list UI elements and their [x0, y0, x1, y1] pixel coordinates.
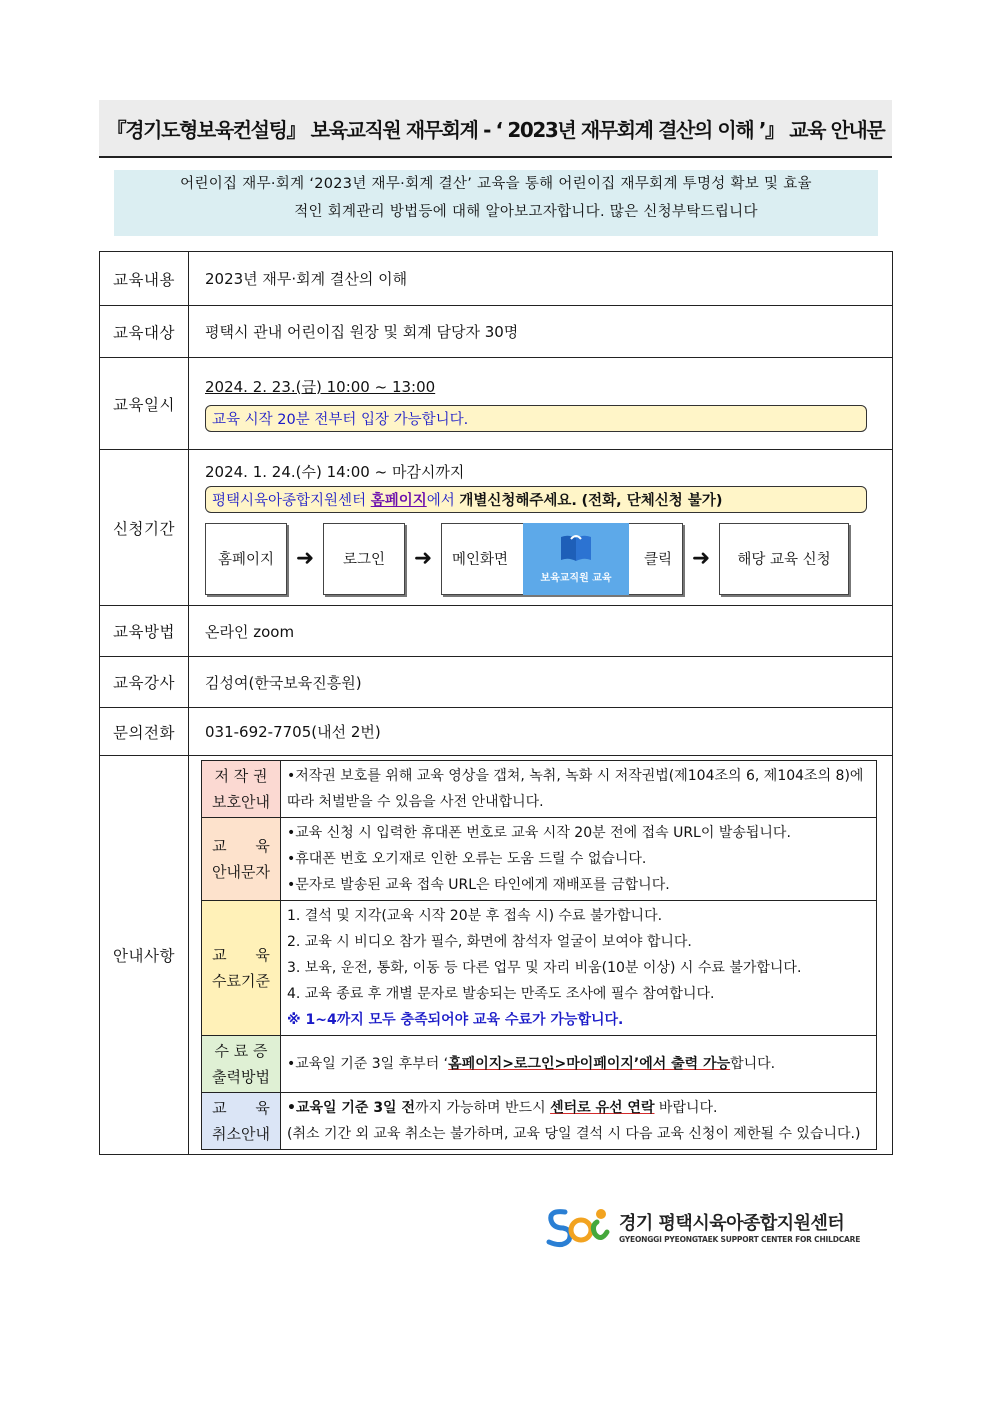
cancel-text-a: •교육일 기준 3일 전 — [287, 1100, 415, 1116]
copyright-label-2: 보호안내 — [212, 793, 270, 811]
cancel-text-e: (취소 기간 외 교육 취소는 불가하며, 교육 당일 결석 시 다음 교육 신청이 제한될 수 있습니다.) — [287, 1126, 861, 1142]
sms-item-3: •문자로 발송된 교육 접속 URL은 타인에게 재배포를 금합니다. — [287, 877, 670, 893]
notice-table — [201, 760, 877, 1150]
apply-note-center: 평택시육아종합지원센터 — [212, 492, 367, 509]
row-target — [100, 306, 893, 358]
cancel-label-2: 취소안내 — [212, 1125, 270, 1143]
flow-step-login: 로그인 — [323, 523, 405, 595]
certificate-label-1: 수 료 증 — [214, 1042, 268, 1060]
completion-label-1: 교 육 — [212, 946, 270, 964]
cancel-text-b: 까지 가능하며 반드시 — [414, 1100, 551, 1116]
value-phone: 031-692-7705(내선 2번) — [189, 708, 893, 756]
certificate-text-path: 홈페이지>로그인>마이페이지’에서 출력 가능 — [448, 1056, 731, 1072]
row-notice — [100, 756, 893, 1155]
label-content: 교육내용 — [100, 252, 189, 306]
label-phone: 문의전화 — [100, 708, 189, 756]
row-instructor — [100, 657, 893, 708]
label-method: 교육방법 — [100, 606, 189, 657]
sms-label-1: 교 육 — [212, 837, 270, 855]
arrow-right-icon: ➜ — [295, 546, 315, 571]
completion-item-4: 4. 교육 종료 후 개별 문자로 발송되는 만족도 조사에 필수 참여합니다. — [287, 986, 715, 1002]
row-phone — [100, 708, 893, 756]
notice-sms — [202, 818, 877, 901]
completion-note: ※ 1~4까지 모두 충족되어야 교육 수료가 가능합니다. — [287, 1012, 624, 1028]
intro-box — [114, 170, 878, 236]
footer-logo — [545, 1202, 895, 1250]
apply-note-at: 에서 — [426, 492, 455, 509]
value-instructor: 김성여(한국보육진흥원) — [189, 657, 893, 708]
apply-note-homepage: 홈페이지 — [370, 492, 427, 509]
certificate-text-c: 합니다. — [730, 1056, 776, 1072]
notice-completion — [202, 901, 877, 1036]
sms-item-1: •교육 신청 시 입력한 휴대폰 번호로 교육 시작 20분 전에 접속 URL이 발송됩니다. — [287, 825, 791, 841]
value-content: 2023년 재무·회계 결산의 이해 — [189, 252, 893, 306]
value-method: 온라인 zoom — [189, 606, 893, 657]
notice-certificate — [202, 1036, 877, 1093]
copyright-text: •저작권 보호를 위해 교육 영상을 갭쳐, 녹취, 녹화 시 저작권법(제104조의 6, 제104조의 8)에 따라 처벌받을 수 있음을 사전 안내합니다. — [281, 761, 877, 818]
row-apply — [100, 450, 893, 606]
sms-item-2: •휴대폰 번호 오기재로 인한 오류는 도움 드릴 수 없습니다. — [287, 851, 647, 867]
center-logo-icon — [545, 1204, 611, 1248]
book-icon — [559, 533, 593, 563]
value-target: 평택시 관내 어린이집 원장 및 회계 담당자 30명 — [189, 306, 893, 358]
apply-note — [205, 486, 867, 513]
flow-step-homepage: 홈페이지 — [205, 523, 287, 595]
value-apply-period: 2024. 1. 24.(수) 14:00 ~ 마감시까지 — [205, 462, 465, 481]
row-content — [100, 252, 893, 306]
completion-item-2: 2. 교육 시 비디오 참가 필수, 화면에 참석자 얼굴이 보여야 합니다. — [287, 934, 692, 950]
edu-banner-label: 보육교직원 교육 — [540, 573, 612, 584]
label-instructor: 교육강사 — [100, 657, 189, 708]
document-title-bar — [99, 100, 892, 158]
completion-label-2: 수료기준 — [212, 972, 270, 990]
label-notice: 안내사항 — [100, 756, 189, 1155]
notice-cancel — [202, 1093, 877, 1150]
apply-note-individual: 개별신청해주세요. — [459, 492, 577, 509]
intro-line-2: 적인 회계관리 방법등에 대해 알아보고자합니다. 많은 신청부탁드립니다 — [294, 204, 758, 220]
flow-step-main — [441, 523, 683, 595]
apply-note-restriction: (전화, 단체신청 불가) — [581, 492, 723, 509]
label-apply: 신청기간 — [100, 450, 189, 606]
label-datetime: 교육일시 — [100, 358, 189, 450]
copyright-label-1: 저 작 권 — [214, 767, 268, 785]
value-datetime: 2024. 2. 23.(금) 10:00 ~ 13:00 — [205, 377, 436, 396]
completion-item-3: 3. 보육, 운전, 통화, 이동 등 다른 업무 및 자리 비움(10분 이상) 시 수료 불가합니다. — [287, 960, 802, 976]
footer-center-eng: GYEONGGI PYEONGTAEK SUPPORT CENTER FOR CHILDCARE — [619, 1234, 861, 1244]
edu-banner — [523, 523, 629, 595]
certificate-label-2: 출력방법 — [212, 1068, 270, 1086]
info-table — [99, 251, 893, 1155]
cancel-text-contact: 센터로 유선 연락 — [550, 1100, 655, 1116]
cancel-label-1: 교 육 — [212, 1099, 270, 1117]
completion-item-1: 1. 결석 및 지각(교육 시작 20분 후 접속 시) 수료 불가합니다. — [287, 908, 663, 924]
notice-copyright — [202, 761, 877, 818]
certificate-text-a: •교육일 기준 3일 후부터 ‘ — [287, 1056, 449, 1072]
row-method — [100, 606, 893, 657]
row-datetime — [100, 358, 893, 450]
cancel-text-d: 바랍니다. — [654, 1100, 718, 1116]
flow-step-click: 클릭 — [643, 552, 672, 568]
label-target: 교육대상 — [100, 306, 189, 358]
arrow-right-icon: ➜ — [691, 546, 711, 571]
document-title: 『경기도형보육컨설팅』 보육교직원 재무회계 - ‘ 2023년 재무회계 결산의 이해 ’』 교육 안내문 — [106, 117, 885, 142]
entry-note: 교육 시작 20분 전부터 입장 가능합니다. — [205, 405, 867, 432]
flow-step-apply: 해당 교육 신청 — [719, 523, 849, 595]
arrow-right-icon: ➜ — [413, 546, 433, 571]
footer-center-name: 경기 평택시육아종합지원센터 — [619, 1212, 845, 1234]
apply-flow — [205, 523, 892, 595]
sms-label-2: 안내문자 — [212, 863, 270, 881]
intro-line-1: 어린이집 재무·회계 ‘2023년 재무·회계 결산’ 교육을 통해 어린이집 재무회계 투명성 확보 및 효율 — [180, 176, 812, 192]
flow-step-main-label: 메인화면 — [452, 552, 509, 568]
